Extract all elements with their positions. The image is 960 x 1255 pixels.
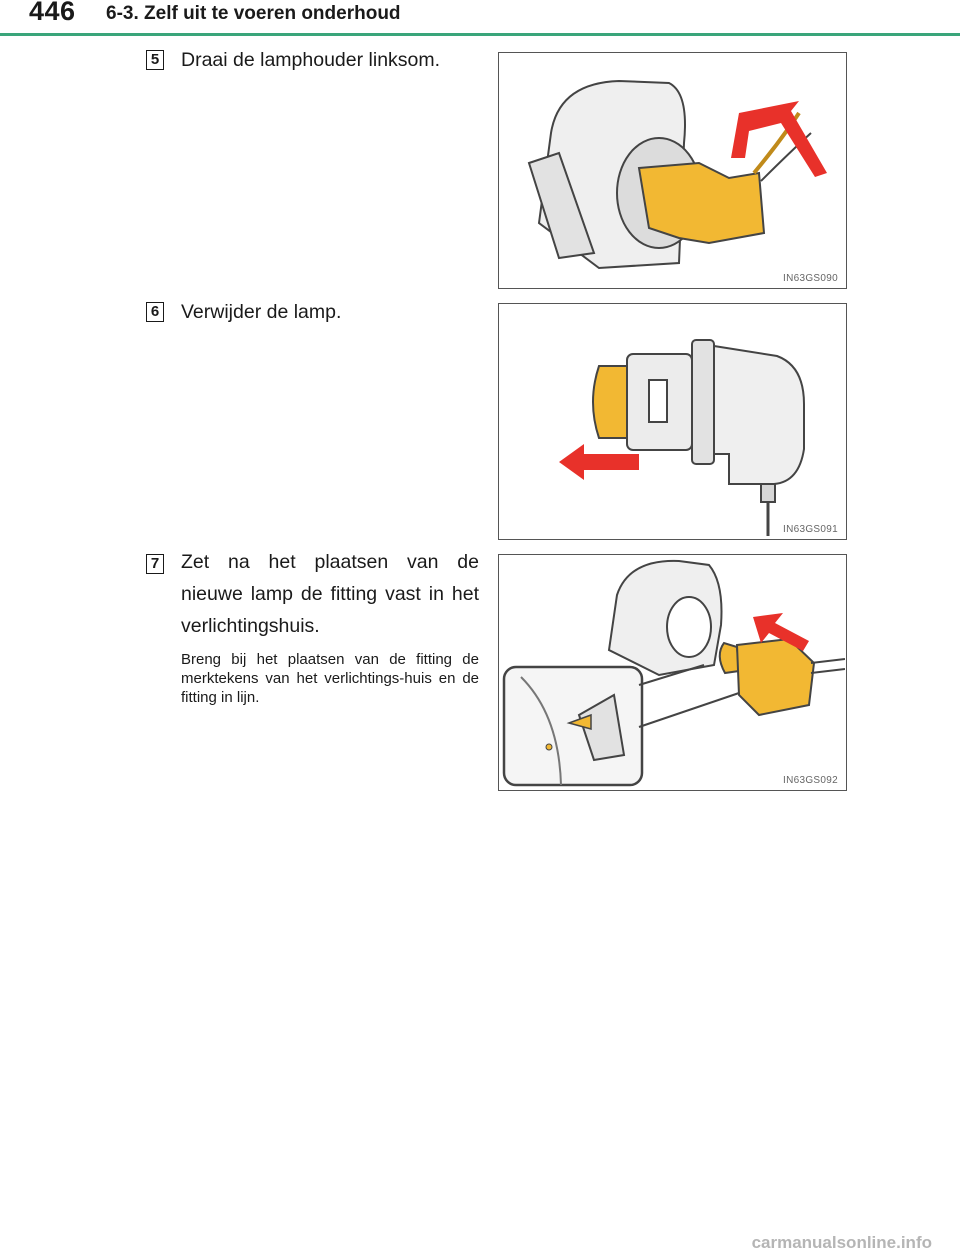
- step-number-6: 6: [146, 302, 164, 322]
- header-rule: [0, 33, 960, 36]
- section-title: 6-3. Zelf uit te voeren onderhoud: [106, 3, 401, 24]
- bulb-removal-illustration: [499, 304, 845, 538]
- watermark: carmanualsonline.info: [751, 1233, 932, 1252]
- page-number: 446: [29, 0, 76, 26]
- figure-step-7: [498, 554, 847, 791]
- step-number-7: 7: [146, 554, 164, 574]
- figure-code-6: IN63GS091: [783, 524, 838, 535]
- bulb-install-illustration: [499, 555, 845, 789]
- step-subtext-7: Breng bij het plaatsen van de fitting de merktekens van het verlichtings-huis en de fitting in lijn.: [181, 651, 479, 706]
- step-text-5: Draai de lamphouder linksom.: [181, 49, 441, 71]
- step-text-7: Zet na het plaatsen van de nieuwe lamp de fitting vast in het verlichtingshuis.: [181, 551, 479, 637]
- figure-step-5: [498, 52, 847, 289]
- step-text-6: Verwijder de lamp.: [181, 301, 342, 323]
- step-number-5: 5: [146, 50, 164, 70]
- figure-code-7: IN63GS092: [783, 775, 838, 786]
- lamp-holder-rotate-illustration: [499, 53, 845, 287]
- figure-step-6: [498, 303, 847, 540]
- figure-code-5: IN63GS090: [783, 273, 838, 284]
